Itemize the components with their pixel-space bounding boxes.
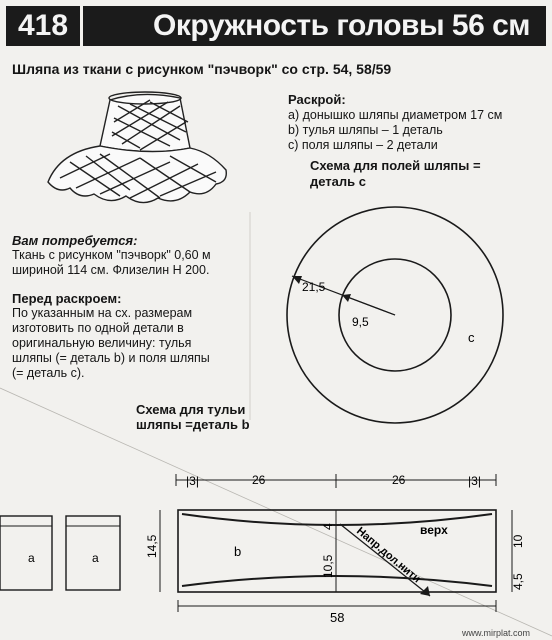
grain-direction-label: Напр.дол.нити — [354, 525, 423, 586]
crown-bottom-curve — [182, 576, 492, 586]
crown-top-label: верх — [420, 523, 448, 537]
before-cutting-line-1: По указанным на сх. размерам — [12, 306, 193, 320]
inner-radius-label: 9,5 — [352, 315, 369, 329]
small-piece-label-1: а — [28, 551, 35, 565]
before-cutting-line-2: изготовить по одной детали в — [12, 321, 184, 335]
cutting-item-b: b) тулья шляпы – 1 деталь — [288, 123, 443, 137]
before-cutting-heading: Перед раскроем: — [12, 291, 122, 306]
materials-heading: Вам потребуется: — [12, 233, 138, 248]
dim-10-5: 10,5 — [321, 554, 335, 578]
crown-piece-label: b — [234, 544, 242, 559]
crown-scheme-title-line2: шляпы =деталь b — [136, 417, 250, 432]
crown-pattern-diagram — [0, 466, 552, 640]
page-title: Окружность головы 56 см — [153, 9, 530, 42]
small-piece-label-2: а — [92, 551, 99, 565]
cutting-item-a: а) донышко шляпы диаметром 17 см — [288, 108, 503, 122]
brim-piece-label: c — [468, 330, 475, 345]
dim-left-top: |3| — [186, 474, 199, 488]
outer-radius-label: 21,5 — [302, 280, 326, 294]
cutting-item-c: c) поля шляпы – 2 детали — [288, 138, 438, 152]
dim-right-height-a: 10 — [511, 534, 525, 548]
dim-4: 4 — [321, 523, 335, 530]
materials-line-1: Ткань с рисунком "пэчворк" 0,60 м — [12, 248, 211, 262]
crown-scheme-title-line1: Схема для тульи — [136, 402, 246, 417]
page-number: 418 — [18, 9, 69, 42]
before-cutting-line-5: (= деталь с). — [12, 366, 85, 380]
dim-right-height-b: 4,5 — [511, 573, 525, 590]
cutting-heading: Раскрой: — [288, 92, 346, 107]
materials-line-2: шириной 114 см. Флизелин Н 200. — [12, 263, 210, 277]
before-cutting-line-3: оригинальную величину: тулья — [12, 336, 192, 350]
dim-right-top: |3| — [468, 474, 481, 488]
dim-26-left: 26 — [252, 473, 266, 487]
brim-scheme-title-line1: Схема для полей шляпы = — [310, 158, 481, 173]
watermark: www.mirplat.com — [462, 628, 531, 638]
before-cutting-line-4: шляпы (= деталь b) и поля шляпы — [12, 351, 210, 365]
dim-left-height: 14,5 — [145, 534, 159, 558]
pattern-subtitle: Шляпа из ткани с рисунком "пэчворк" со стр. 54, 58/59 — [12, 61, 392, 77]
dim-26-right: 26 — [392, 473, 406, 487]
dim-bottom: 58 — [330, 610, 345, 625]
brim-scheme-title-line2: деталь с — [310, 174, 366, 189]
